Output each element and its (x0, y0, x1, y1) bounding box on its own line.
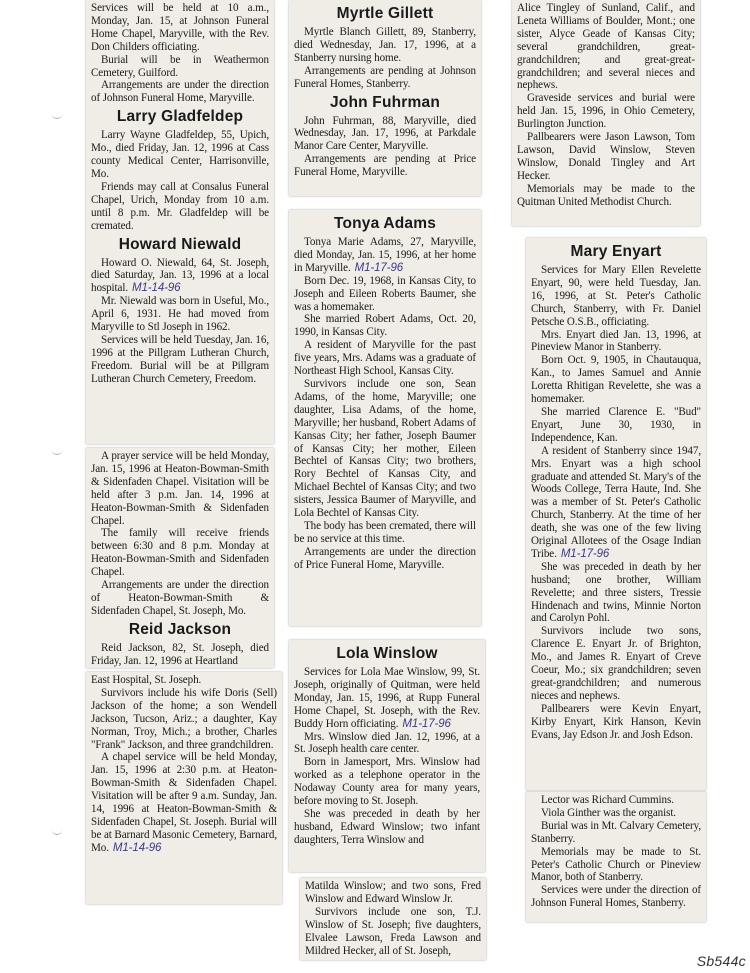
paragraph-text: Tonya Marie Adams, 27, Maryville, died Monday, Jan. 15, 1996, at her home in Maryville. (294, 236, 476, 274)
paragraph: Arrangements are under the direction of Heaton-Bowman-Smith & Sidenfaden Chapel, St. Joseph, Mo. (91, 579, 269, 617)
paragraph (294, 236, 476, 275)
clipping-col1-bottom (86, 672, 282, 904)
paragraph: Larry Wayne Gladfeldep, 55, Upich, Mo., died Friday, Jan. 12, 1996 at Cass county Medical Center, Harrisonville, Mo. (91, 129, 269, 180)
paragraph: Survivors include his wife Doris (Sell) Jackson of the home; a son Wendell Jackson, Tucson, Ariz.; a daughter, Kay Norman, Troy, Mich.; a brother, Charles "Frank" Jackson, and three grandchildren. (91, 686, 277, 751)
paragraph: Survivors include one son, Sean Adams, of the home, Maryville; one daughter, Lisa Adams, of the home, Maryville; her husband, Robert Adams of Kansas City; her father, Joseph Baumer of Kansas City; her mother, Eileen Bechtel of Kansas City; two brothers, Rory Bechtel of Kansas City, and Michael Bechtel of Kansas City; and two sisters, Jessica Baumer of Maryville, and Lola Bechtel of Kansas City. (294, 377, 476, 520)
handwritten-date-note: M1-14-96 (132, 282, 181, 295)
obituary-heading-jackson: Reid Jackson (128, 620, 232, 638)
paragraph: Burial was in Mt. Calvary Cemetery, Stanberry. (531, 819, 701, 845)
paragraph: Graveside services and burial were held Jan. 15, 1996, in Ohio Cemetery, Burlington Junction. (517, 92, 695, 131)
paragraph: Arrangements are pending at Price Funeral Home, Maryville. (294, 153, 476, 179)
handwritten-date-note: M1-17-96 (354, 261, 404, 274)
clipping-col2-top (289, 0, 481, 196)
paragraph: Born in Jamesport, Mrs. Winslow had worked as a telephone operator in the Nodaway County area for many years, before moving to St. Joseph. (294, 756, 480, 808)
paragraph: Lector was Richard Cummins. (541, 794, 674, 806)
paragraph: Memorials may be made to the Quitman United Methodist Church. (517, 182, 695, 208)
paragraph: Arrangements are under the direction of Johnson Funeral Home, Maryville. (91, 79, 269, 105)
paragraph: Mrs. Winslow died Jan. 12, 1996, at a St. Joseph health care center. (294, 730, 480, 756)
paragraph (91, 257, 269, 296)
paragraph: East Hospital, St. Joseph. (91, 674, 202, 686)
paragraph: A resident of Maryville for the past five years, Mrs. Adams was a graduate of Northeast High School, Kansas City. (294, 339, 476, 378)
paragraph: Friends may call at Consalus Funeral Chapel, Urich, Monday from 10 a.m. until 8 p.m. Mr. Gladfeldep will be cremated. (91, 180, 269, 232)
paragraph: John Fuhrman, 88, Maryville, died Wednesday, Jan. 17, 1996, at Parkdale Manor Care Center, Maryville. (294, 114, 476, 153)
handwritten-date-note: M1-14-96 (112, 841, 162, 854)
obituary-heading-adams: Tonya Adams (333, 215, 437, 232)
paragraph-text: A chapel service will be held Monday, Jan. 15, 1996 at 2:30 p.m. at Heaton-Bowman-Smith & Sidenfaden Chapel. Visitation will be after 9 a.m. Sunday, Jan. 14, 1996 at Heaton-Bowman-Smith & Sidenfaden Chapel, St. Joseph. Burial will be at Barnard Masonic Cemetery, Barnard, Mo. (91, 751, 277, 854)
paragraph: She married Robert Adams, Oct. 20, 1990, in Kansas City. (294, 313, 476, 339)
paragraph-text: Howard O. Niewald, 64, St. Joseph, died Saturday, Jan. 13, 1996 at a local hospital. (91, 256, 269, 295)
paragraph: Memorials may be made to St. Peter's Catholic Church or Pineview Manor, both of Stanberry. (531, 845, 701, 884)
paragraph (91, 751, 277, 854)
paragraph: Myrtle Blanch Gillett, 89, Stanberry, died Wednesday, Jan. 17, 1996, at a Stanberry nursing home. (294, 26, 476, 64)
paragraph: Viola Ginther was the organist. (541, 806, 676, 819)
paragraph: She was preceded in death by her husband; one brother, William Revelette; and three sisters, Tressie Hindenach and twins, Minnie Norton and Carolyn Pohl. (531, 560, 701, 625)
paragraph-text: Services for Lola Mae Winslow, 99, St. Joseph, originally of Quitman, were held Monday, Jan. 15, 1996, at Rupp Funeral Home Chapel, St. Joseph, with the Rev. Buddy Horn officiating. (294, 666, 480, 730)
obituary-heading-winslow: Lola Winslow (336, 645, 438, 662)
obituary-heading-niewald: Howard Niewald (118, 235, 242, 253)
margin-mark (52, 448, 62, 455)
handwritten-date-note: M1-17-96 (560, 547, 610, 560)
paragraph: She married Clarence E. "Bud" Enyart, June 30, 1930, in Independence, Kan. (531, 405, 701, 444)
clipping-col3-top (512, 0, 700, 226)
paragraph: The body has been cremated, there will be no service at this time. (294, 519, 476, 545)
margin-mark (52, 828, 62, 835)
clipping-col3-enyart (526, 238, 706, 790)
paragraph: The family will receive friends between 6:30 and 8 p.m. Monday at Heaton-Bowman-Smith and Sidenfaden Chapel. (91, 527, 269, 579)
paragraph: Pallbearers were Kevin Enyart, Kirby Enyart, Kirk Hanson, Kevin Evans, Jay Edson Jr. and Josh Edson. (531, 702, 701, 741)
margin-mark (52, 112, 62, 119)
obituary-heading-gillett: Myrtle Gillett (336, 5, 434, 22)
paragraph: Arrangements are pending at Johnson Funeral Homes, Stanberry. (294, 64, 476, 90)
paragraph-text: A resident of Stanberry since 1947, Mrs. Enyart was a high school graduate and attended St. Mary's of the Woods College, Terra Haute, Ind. She was a member of St. Peter's Catholic Church, Stanberry. At the time of her death, she was one of the few living Original Allotees of the Osage Indian Tribe. (531, 444, 701, 560)
paragraph: Reid Jackson, 82, St. Joseph, died Friday, Jan. 12, 1996 at Heartland (91, 641, 269, 667)
clipping-col1-middle (86, 448, 274, 668)
handwritten-date-note: M1-17-96 (402, 717, 451, 730)
obituary-heading-fuhrman: John Fuhrman (329, 93, 441, 111)
paragraph: Services will be held Tuesday, Jan. 16, 1996 at the Pillgram Lutheran Church, Freedom. Burial will be at Pillgram Lutheran Church Cemetery, Freedom. (91, 333, 269, 385)
paragraph: Services will be held at 10 a.m., Monday, Jan. 15, at Johnson Funeral Home Chapel, Maryville, with the Rev. Don Childers officiating. (91, 2, 269, 53)
archive-code-handwritten: Sb544c (696, 953, 746, 969)
clipping-col3-bottom (526, 792, 706, 922)
paragraph (531, 445, 701, 561)
paragraph: Pallbearers were Jason Lawson, Tom Lawson, David Winslow, Steven Winslow, Donald Tingley and Art Hecker. (517, 131, 695, 182)
paragraph: Mrs. Enyart died Jan. 13, 1996, at Pineview Manor in Stanberry. (531, 328, 701, 354)
paragraph (294, 666, 480, 731)
paragraph: Born Dec. 19, 1968, in Kansas City, to Joseph and Eileen Roberts Baumer, she was a homemaker. (294, 274, 476, 313)
paragraph: She was preceded in death by her husband, Edward Winslow; two infant daughters, Terra Winslow and (294, 807, 480, 846)
obituary-heading-gladfeldep: Larry Gladfeldep (116, 108, 244, 126)
paragraph: A prayer service will be held Monday, Jan. 15, 1996 at Heaton-Bowman-Smith & Sidenfaden Chapel. Visitation will be held after 3 p.m. Jan. 14, 1996 at Heaton-Bowman-Smith & Sidenfaden Chapel. (91, 450, 269, 527)
paragraph: Alice Tingley of Sunland, Calif., and Leneta Williams of Boulder, Mont.; one sister, Alyce Geade of Kansas City; several grandchildren, great-grandchildren; and great-great-grandchildren; and several nieces and nephews. (517, 2, 695, 92)
paragraph: Burial will be in Weathermon Cemetery, Guilford. (91, 53, 269, 79)
clipping-col1-top (86, 0, 274, 444)
paragraph: Services were under the direction of Johnson Funeral Homes, Stanberry. (531, 884, 701, 910)
paragraph: Mr. Niewald was born in Useful, Mo., April 6, 1931. He had moved from Maryville to Stl Joseph in 1962. (91, 295, 269, 334)
obituary-heading-enyart: Mary Enyart (570, 243, 662, 260)
paragraph: Survivors include one son, T.J. Winslow of St. Joseph; five daughters, Elvalee Lawson, Freda Lawson and Mildred Hecker, all of St. Joseph, (305, 905, 481, 957)
clipping-col2-winslow (289, 640, 485, 872)
paragraph: Arrangements are under the direction of Price Funeral Home, Maryville. (294, 545, 476, 571)
paragraph: Services for Mary Ellen Revelette Enyart, 90, were held Tuesday, Jan. 16, 1996, at St. Peter's Catholic Church, Stanberry, with Fr. Daniel Petsche O.S.B., officiating. (531, 264, 701, 328)
clipping-col2-bottom (300, 878, 486, 960)
paragraph: Survivors include two sons, Clarence E. Enyart Jr. of Brighton, Mo., and James R. Enyart of Creve Coeur, Mo.; six grandchildren; seven great-grandchildren; and numerous nieces and nephews. (531, 625, 701, 702)
clipping-col2-adams (289, 210, 481, 626)
paragraph: Matilda Winslow; and two sons, Fred Winslow and Edward Winslow Jr. (305, 880, 481, 905)
paragraph: Born Oct. 9, 1905, in Chautauqua, Kan., to James Samuel and Annie Loretta Rhitigan Revelette, she was a homemaker. (531, 354, 701, 406)
